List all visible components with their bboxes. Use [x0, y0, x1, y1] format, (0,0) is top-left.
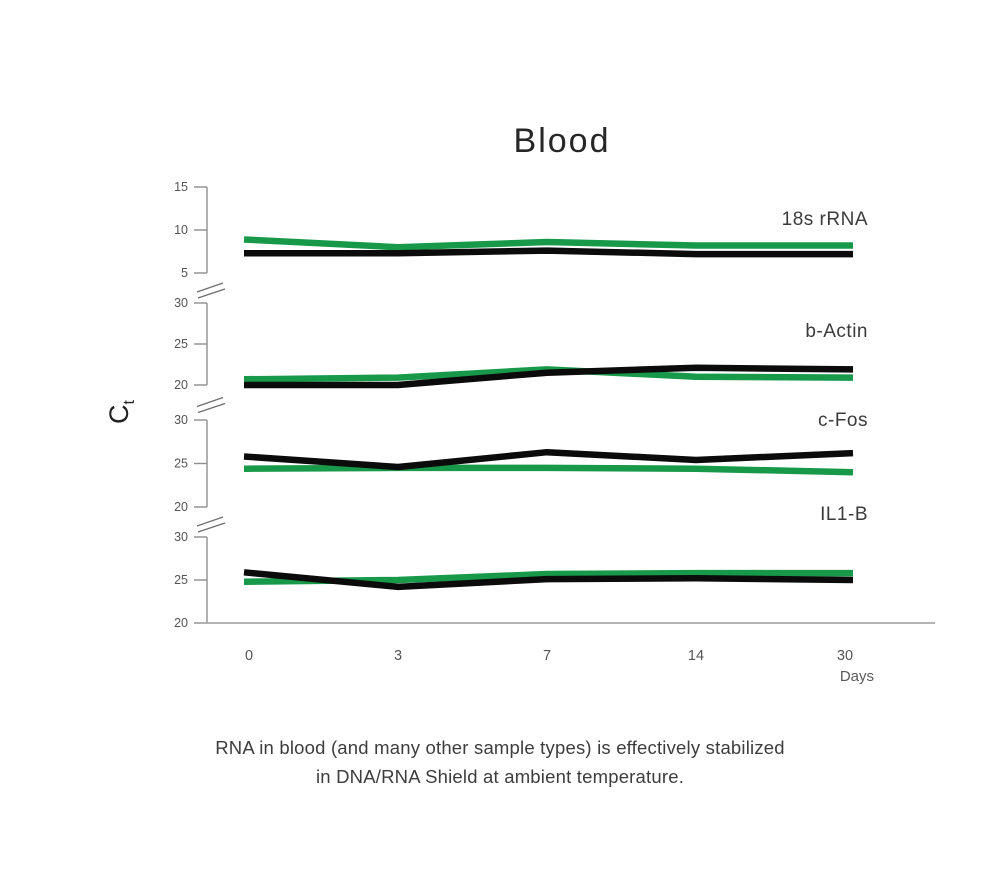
x-tick-label: 0 — [244, 648, 254, 664]
gene-label: IL1-B — [820, 504, 868, 525]
x-axis-label: Days — [839, 668, 874, 685]
y-tick-label: 25 — [174, 573, 188, 587]
y-tick-label: 5 — [181, 266, 188, 280]
y-tick-label: 20 — [174, 616, 188, 630]
caption-line-2: in DNA/RNA Shield at ambient temperature. — [315, 766, 685, 787]
x-tick-label: 7 — [542, 648, 552, 664]
gene-label: c-Fos — [818, 410, 868, 431]
x-tick-label: 3 — [393, 648, 403, 664]
x-tick-label: 30 — [836, 648, 854, 664]
caption-line-1: RNA in blood (and many other sample types) is effectively stabilized — [215, 737, 785, 758]
y-tick-label: 25 — [174, 456, 188, 471]
gene-label: b-Actin — [805, 321, 868, 342]
y-tick-label: 10 — [174, 223, 188, 237]
y-tick-label: 15 — [174, 180, 188, 194]
series-line-green — [244, 468, 853, 472]
y-axis-label: $C_t$ — [104, 400, 138, 424]
y-tick-label: 25 — [174, 337, 188, 351]
y-tick-label: 30 — [174, 530, 188, 544]
y-tick-label: 20 — [174, 378, 188, 392]
series-line-green — [244, 240, 853, 248]
y-tick-label: 20 — [174, 500, 188, 514]
gene-label: 18s rRNA — [781, 209, 868, 230]
y-tick-label: 30 — [174, 296, 188, 310]
chart-title: Blood — [513, 122, 611, 160]
series-line-black — [244, 251, 853, 255]
x-tick-label: 14 — [687, 648, 705, 664]
caption — [0, 733, 1000, 791]
y-tick-label: 30 — [174, 413, 188, 427]
